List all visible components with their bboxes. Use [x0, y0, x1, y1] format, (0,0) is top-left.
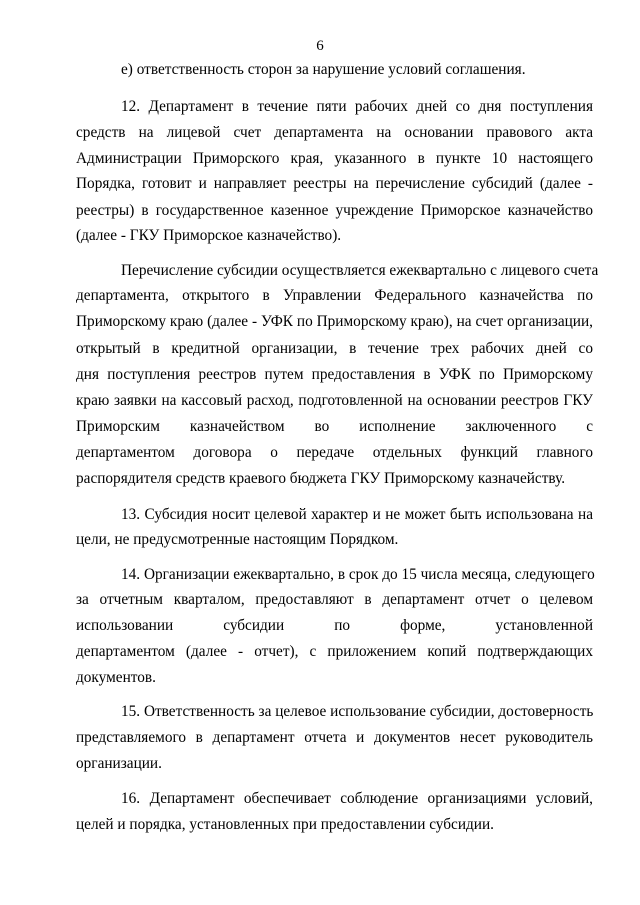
text-line: использовании субсидии по форме, установленной	[76, 617, 593, 634]
text-line: 15. Ответственность за целевое использование субсидии, достоверность	[121, 703, 594, 720]
text-line: 14. Организации ежеквартально, в срок до 15 числа месяца, следующего	[121, 566, 595, 583]
text-line: целей и порядка, установленных при предоставлении субсидии.	[76, 816, 494, 833]
text-line: Администрации Приморского края, указанного в пункте 10 настоящего	[76, 150, 593, 167]
text-line: средств на лицевой счет департамента на основании правового акта	[76, 124, 593, 141]
text-line: открытый в кредитной организации, в течение трех рабочих дней со	[76, 340, 593, 357]
text-line: 13. Субсидия носит целевой характер и не может быть использована на	[121, 506, 593, 523]
text-line: департаментом договора о передаче отдельных функций главного	[76, 444, 593, 461]
text-line: е) ответственность сторон за нарушение условий соглашения.	[121, 61, 526, 78]
text-line: документов.	[76, 669, 156, 686]
text-line: (далее - ГКУ Приморское казначейство).	[76, 227, 342, 244]
text-line: Приморским казначейством во исполнение заключенного с	[76, 418, 593, 435]
text-line: краю заявки на кассовый расход, подготовленной на основании реестров ГКУ	[76, 392, 593, 409]
text-line: 12. Департамент в течение пяти рабочих дней со дня поступления	[121, 98, 593, 115]
text-line: 16. Департамент обеспечивает соблюдение организациями условий,	[121, 790, 593, 807]
text-line: Порядка, готовит и направляет реестры на перечисление субсидий (далее -	[76, 175, 593, 192]
text-line: организации.	[76, 755, 162, 772]
text-line: представляемого в департамент отчета и документов несет руководитель	[76, 729, 593, 746]
text-line: распорядителя средств краевого бюджета ГКУ Приморскому казначейству.	[76, 470, 566, 487]
text-line: департаментом (далее - отчет), с приложением копий подтверждающих	[76, 643, 593, 660]
page-number: 6	[316, 38, 324, 54]
text-line: за отчетным кварталом, предоставляют в департамент отчет о целевом	[76, 591, 593, 608]
text-line: цели, не предусмотренные настоящим Порядком.	[76, 531, 399, 548]
text-line: дня поступления реестров путем предоставления в УФК по Приморскому	[76, 366, 593, 383]
text-line: департамента, открытого в Управлении Федерального казначейства по	[76, 287, 593, 304]
text-line: Приморскому краю (далее - УФК по Приморскому краю), на счет организации,	[76, 313, 593, 330]
text-line: Перечисление субсидии осуществляется ежеквартально с лицевого счета	[121, 262, 599, 279]
text-line: реестры) в государственное казенное учреждение Приморское казначейство	[76, 202, 593, 219]
